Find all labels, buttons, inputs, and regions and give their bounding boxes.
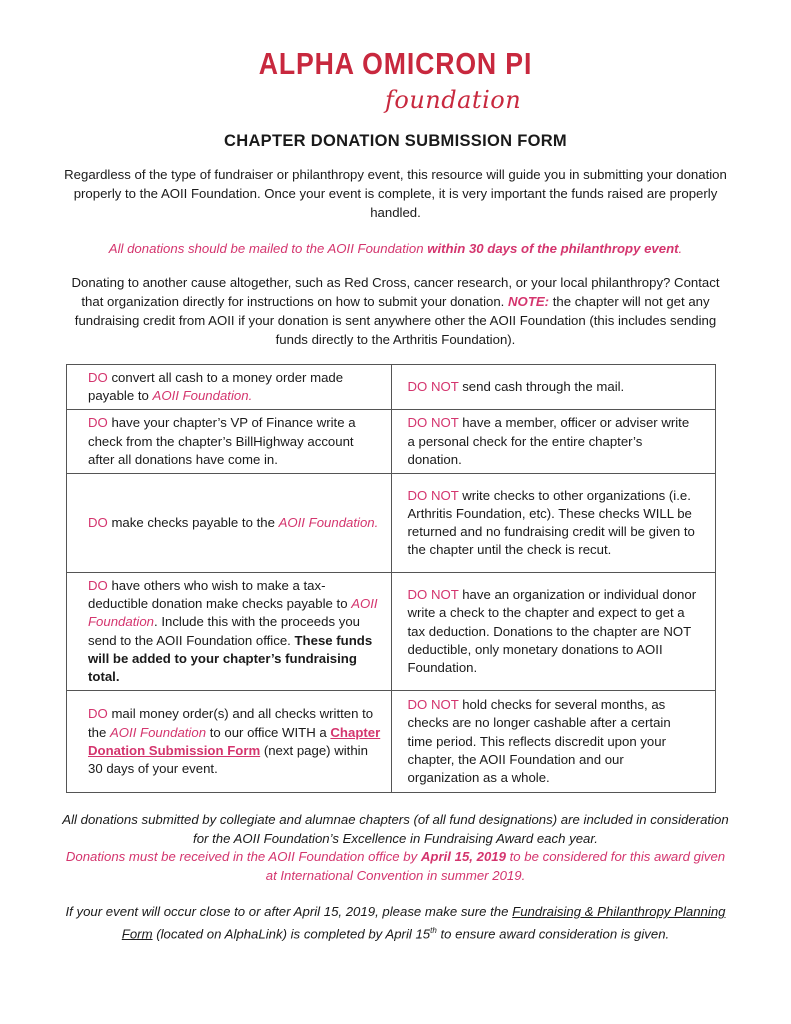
table-row [67,691,716,793]
dont-text: hold checks for several months, as checks are no longer cashable after a certain time period. This reflects discredit upon your chapter, the AOII Foundation and our organization as a whole. [407,697,671,786]
award-date: April 15, 2019 [420,849,506,864]
do-cell [67,573,392,691]
dont-cell [391,573,716,691]
do-cell [67,474,392,573]
do-cell [67,691,392,793]
do-label: DO [88,370,108,385]
intro-paragraph: Regardless of the type of fundraiser or philanthropy event, this resource will guide you in submitting your donation properly to the AOII Foundation. Once your event is complete, it is very important the funds raised are properly handled. [64,167,727,220]
dont-label: DO NOT [407,487,459,503]
planning-form-note [60,903,731,943]
do-emphasis: AOII Foundation [88,596,378,630]
dont-text: write checks to other organizations (i.e. Arthritis Foundation, etc). These checks WILL be returned and no fundraising credit will be given to the chapter until the check is recut. [407,487,695,558]
do-emphasis: AOII Foundation [110,724,207,740]
page-title: CHAPTER DONATION SUBMISSION FORM [224,132,567,150]
submission-form-link[interactable]: Chapter Donation Submission Form [88,724,381,758]
dont-label: DO NOT [407,697,459,713]
planning-text-1: If your event will occur close to or after April 15, 2019, please make sure the [65,904,513,919]
do-label: DO [88,415,108,431]
do-text: mail money order(s) and all checks written to the [88,706,374,740]
note-label: NOTE: [508,294,550,309]
dont-label: DO NOT [407,587,459,603]
do-cell [67,410,392,474]
do-text-2: . Include this with the proceeds you send to the AOII Foundation office. [88,614,360,648]
dont-cell [391,691,716,793]
dont-cell [391,410,716,474]
do-emphasis: AOII Foundation. [152,388,253,404]
dont-label: DO NOT [407,415,459,431]
table-row [67,573,716,691]
do-label: DO [88,578,108,594]
dont-cell [391,365,716,410]
dont-text: have an organization or individual donor write a check to the chapter and expect to get a tax deduction. Donations to the chapter are NOT deductible, only monetary donations to AOII Foundation. [407,587,697,675]
planning-form-link[interactable]: Fundraising & Philanthropy Planning Form [121,904,726,941]
award-text-2: to be considered for this award given at International Convention in summer 2019. [265,849,726,883]
do-bold: These funds will be added to your chapter’s fundraising total. [88,632,373,685]
table-row [67,410,716,474]
do-text-2: to our office WITH a [206,724,331,740]
deadline-notice [60,239,731,258]
dont-text: have a member, officer or adviser write a personal check for the entire chapter’s donation. [407,415,690,467]
do-dont-table [66,364,716,793]
do-emphasis: AOII Foundation. [278,514,379,530]
deadline-text-2: . [678,241,683,256]
do-text: have your chapter’s VP of Finance write a check from the chapter’s BillHighway account after all donations have come in. [88,415,356,467]
deadline-emphasis: within 30 days of the philanthropy event [427,241,679,256]
dont-label: DO NOT [407,379,459,395]
logo-subtitle: foundation [385,86,522,114]
award-text-1: Donations must be received in the AOII Foundation office by [65,849,421,864]
dont-cell [391,474,716,573]
do-label: DO [88,514,108,530]
dont-text: send cash through the mail. [458,379,625,395]
do-text: convert all cash to a money order made payable to [88,370,344,404]
table-row [67,365,716,410]
planning-text-2: (located on AlphaLink) is completed by April 15 [152,925,431,941]
do-label: DO [88,706,108,722]
planning-text-3: to ensure award consideration is given. [436,925,670,941]
planning-sup: th [430,925,437,935]
do-text: have others who wish to make a tax-deductible donation make checks payable to [88,578,352,612]
other-cause-text: Donating to another cause altogether, such as Red Cross, cancer research, or your local philanthropy? Contact that organization directly for instructions on how to submit your donation. [71,275,720,309]
deadline-award-note [60,848,731,885]
other-cause-paragraph [60,273,731,349]
logo-title: ALPHA OMICRON PI [258,46,533,81]
table-row [67,474,716,573]
note-text: the chapter will not get any fundraising credit from AOII if your donation is sent anywhere other the AOII Foundation (this includes sending funds directly to the Arthritis Foundation). [74,294,717,347]
deadline-text-1: All donations should be mailed to the AOII Foundation [108,241,428,256]
do-text: make checks payable to the [107,514,279,530]
do-text-3: (next page) within 30 days of your event. [88,742,368,776]
do-cell [67,365,392,410]
excellence-award-note: All donations submitted by collegiate and alumnae chapters (of all fund designations) are included in consideration for the AOII Foundation’s Excellence in Fundraising Award each year. [62,812,729,846]
